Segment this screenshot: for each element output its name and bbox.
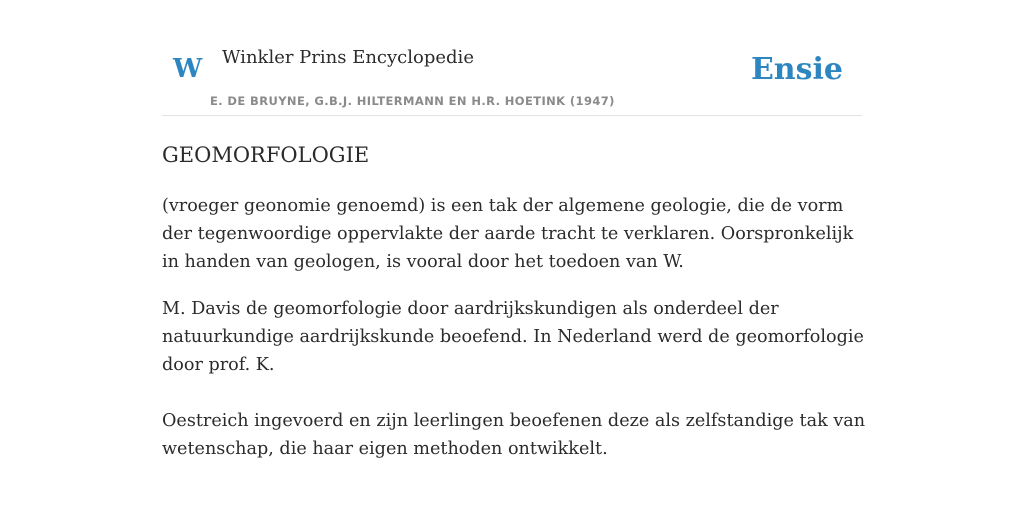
entry-title: GEOMORFOLOGIE (162, 143, 370, 167)
source-authors: E. DE BRUYNE, G.B.J. HILTERMANN EN H.R. HOETINK (1947) (210, 94, 615, 108)
source-header (162, 0, 862, 116)
entry-paragraph-1: (vroeger geonomie genoemd) is een tak der algemene geologie, die de vorm der tegenwoordige oppervlakte der aarde tracht te verklaren. Oorspronkelijk in handen van geologen, is vooral door het toedoen van W. (162, 196, 854, 272)
source-title-link[interactable]: Winkler Prins Encyclopedie (222, 47, 474, 68)
winkler-prins-logo: W (173, 54, 203, 84)
entry-paragraph-2: M. Davis de geomorfologie door aardrijkskundigen als onderdeel der natuurkundige aardrijkskunde beoefend. In Nederland werd de geomorfologie door prof. K. (162, 299, 864, 375)
encyclopedia-entry-card (162, 0, 866, 512)
entry-paragraph-3: Oestreich ingevoerd en zijn leerlingen beoefenen deze als zelfstandige tak van wetenschap, die haar eigen methoden ontwikkelt. (162, 411, 866, 459)
ensie-logo-link[interactable]: Ensie (750, 52, 843, 87)
